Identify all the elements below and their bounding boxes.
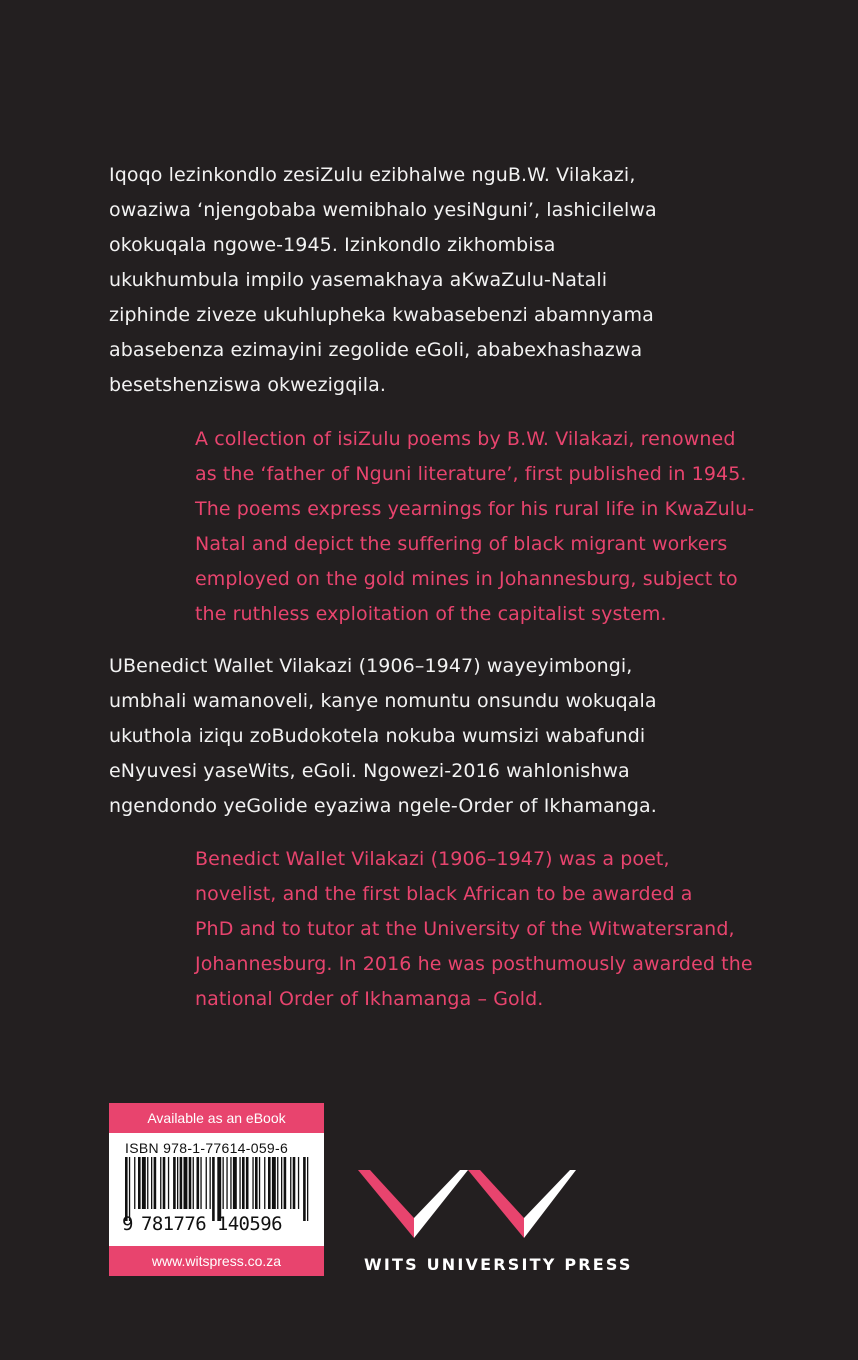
text-line: Iqoqo lezinkondlo zesiZulu ezibhalwe nguB.W. Vilakazi,: [109, 164, 636, 186]
isbn-text: ISBN 978-1-77614-059-6: [125, 1140, 289, 1156]
zulu-blurb: [109, 158, 657, 403]
text-line: okokuqala ngowe-1945. Izinkondlo zikhombisa: [109, 234, 556, 256]
text-line: ukukhumbula impilo yasemakhaya aKwaZulu-Natali: [109, 269, 608, 291]
text-line: owaziwa ‘njengobaba wemibhalo yesiNguni’, lashicilelwa: [109, 199, 657, 221]
text-line: Benedict Wallet Vilakazi (1906–1947) was a poet,: [195, 848, 670, 870]
text-line: besetshenziswa okwezigqila.: [109, 374, 387, 396]
barcode-lead-digit: 9: [122, 1213, 134, 1235]
barcode-block: [109, 1103, 324, 1276]
text-line: A collection of isiZulu poems by B.W. Vilakazi, renowned: [195, 428, 736, 450]
text-line: eNyuvesi yaseWits, eGoli. Ngowezi-2016 wahlonishwa: [109, 760, 630, 782]
barcode-digits: 781776 140596: [141, 1213, 282, 1235]
zulu-bio: [109, 649, 657, 824]
wits-logo-icon: [358, 1166, 578, 1242]
text-line: PhD and to tutor at the University of the Witwatersrand,: [195, 918, 735, 940]
text-line: Johannesburg. In 2016 he was posthumously awarded the: [195, 953, 753, 975]
publisher-name: WITS UNIVERSITY PRESS: [364, 1255, 633, 1274]
text-line: abasebenza ezimayini zegolide eGoli, ababexhashazwa: [109, 339, 643, 361]
ebook-label: Available as an eBook: [109, 1103, 324, 1133]
text-line: UBenedict Wallet Vilakazi (1906–1947) wayeyimbongi,: [109, 655, 633, 677]
barcode-icon: [121, 1157, 313, 1221]
text-line: the ruthless exploitation of the capitalist system.: [195, 603, 667, 625]
text-line: umbhali wamanoveli, kanye nomuntu onsundu wokuqala: [109, 690, 657, 712]
text-line: novelist, and the first black African to be awarded a: [195, 883, 693, 905]
text-line: ngendondo yeGolide eyaziwa ngele-Order of Ikhamanga.: [109, 795, 657, 817]
text-line: The poems express yearnings for his rural life in KwaZulu-: [195, 498, 755, 520]
publisher-url: www.witspress.co.za: [109, 1246, 324, 1276]
english-blurb: [195, 422, 754, 632]
text-line: ziphinde ziveze ukuhlupheka kwabasebenzi abamnyama: [109, 304, 654, 326]
text-line: national Order of Ikhamanga – Gold.: [195, 988, 544, 1010]
text-line: as the ‘father of Nguni literature’, first published in 1945.: [195, 463, 747, 485]
english-bio: [195, 842, 753, 1017]
text-line: ukuthola iziqu zoBudokotela nokuba wumsizi wabafundi: [109, 725, 646, 747]
text-line: Natal and depict the suffering of black migrant workers: [195, 533, 728, 555]
text-line: employed on the gold mines in Johannesburg, subject to: [195, 568, 738, 590]
